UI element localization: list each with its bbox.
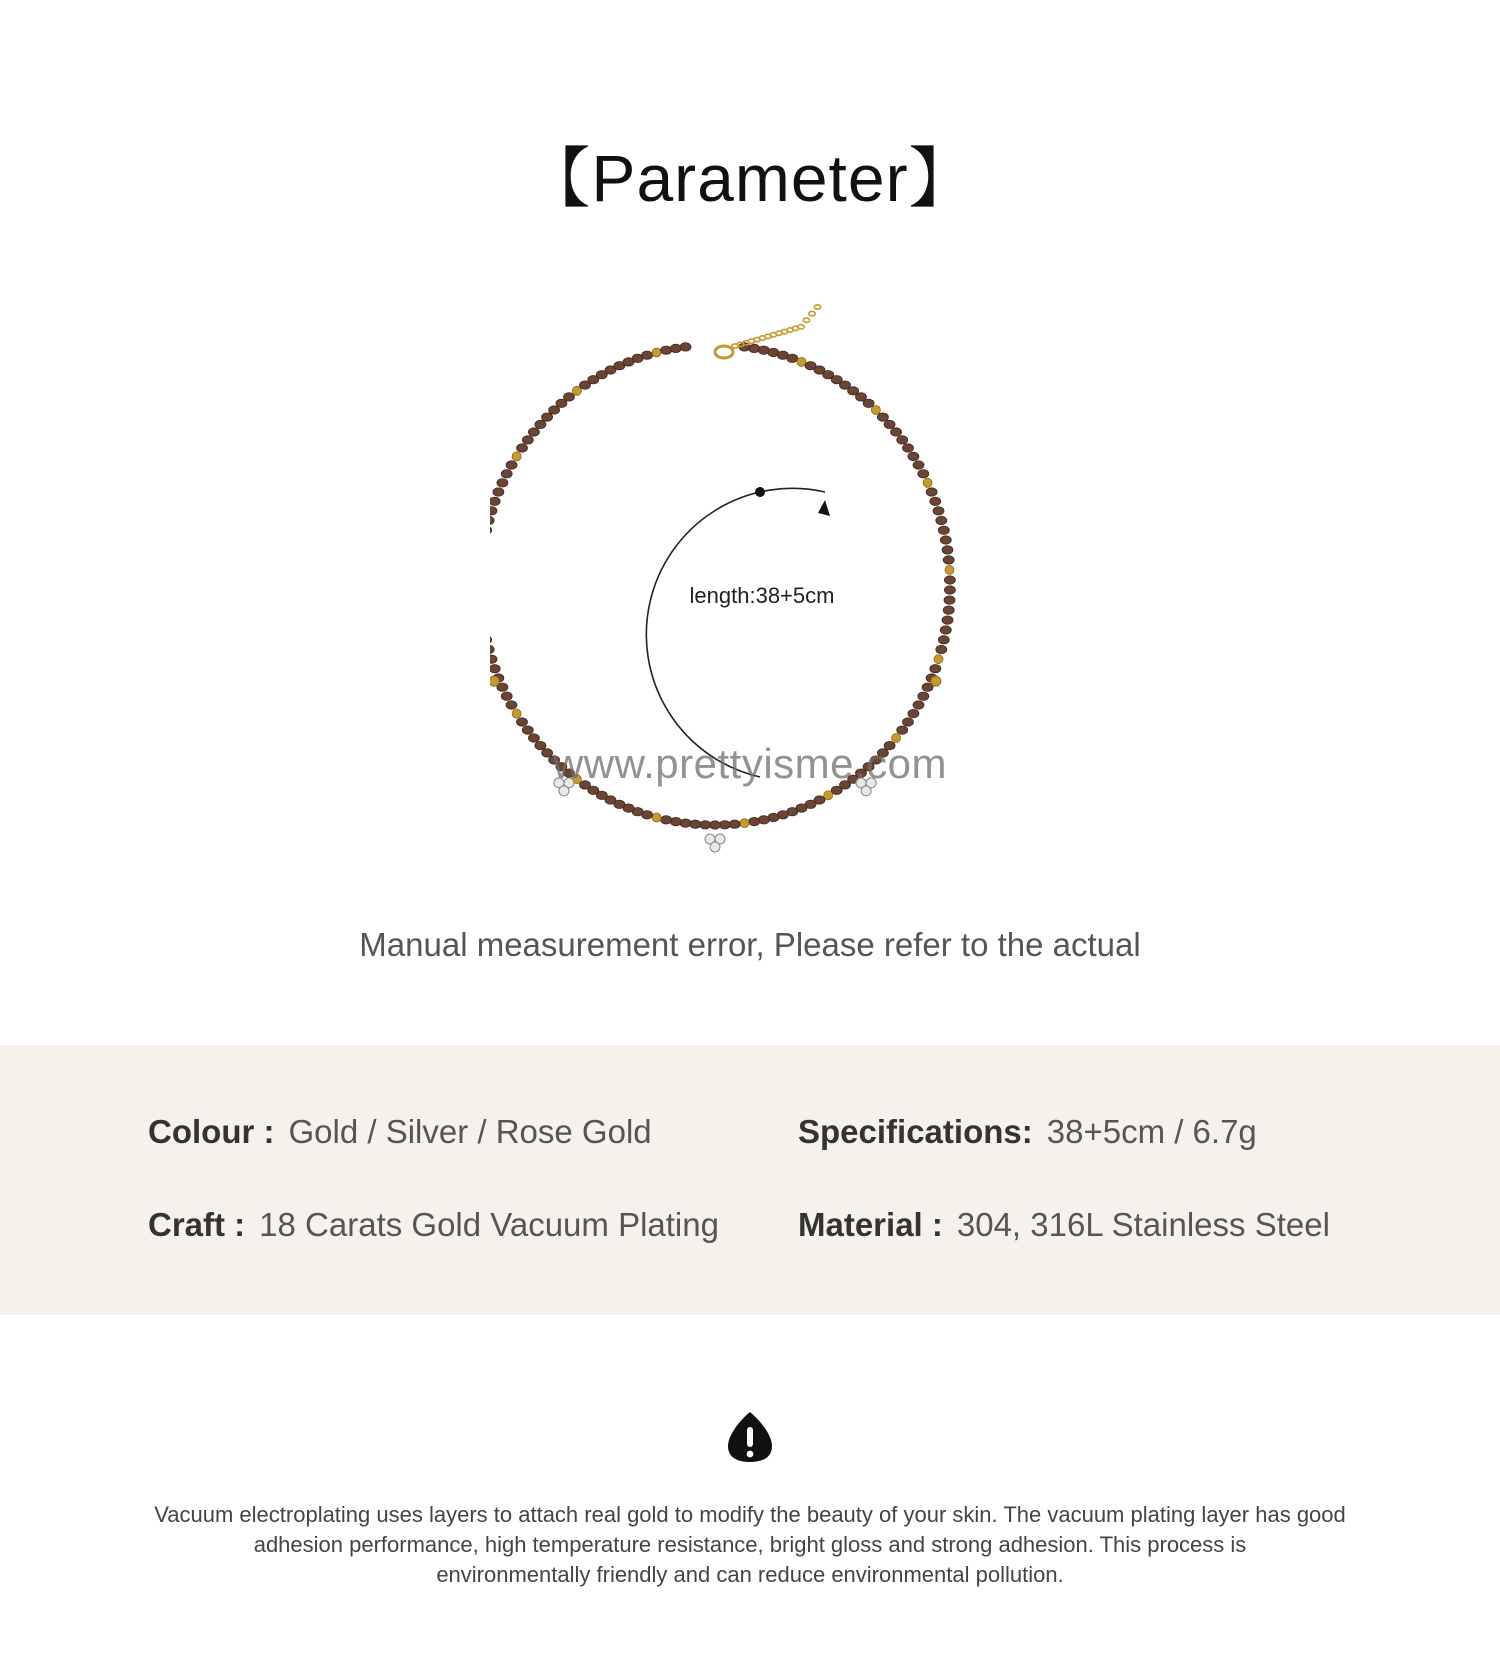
crystal-bead xyxy=(549,406,560,414)
colour-key: Colour : xyxy=(148,1113,275,1150)
material-key: Material : xyxy=(798,1206,943,1243)
watermark: www.prettyisme.com xyxy=(552,740,948,787)
crystal-bead xyxy=(918,692,929,700)
crystal-bead xyxy=(493,488,504,496)
crystal-bead xyxy=(490,655,497,663)
gold-drop-charm xyxy=(931,676,941,686)
crystal-bead xyxy=(564,393,575,401)
crystal-bead xyxy=(670,817,681,825)
crystal-bead xyxy=(522,436,533,444)
crystal-bead xyxy=(897,436,908,444)
gold-bead xyxy=(512,709,521,718)
crystal-bead xyxy=(749,344,760,352)
specifications-value: 38+5cm / 6.7g xyxy=(1046,1113,1257,1150)
crystal-bead xyxy=(490,497,500,505)
crystal-bead xyxy=(517,718,528,726)
crystal-bead xyxy=(877,413,888,421)
crystal-bead xyxy=(944,596,955,604)
crystal-bead xyxy=(903,444,914,452)
gold-bead xyxy=(740,819,749,828)
crystal-bead xyxy=(930,497,941,505)
description-line: Vacuum electroplating uses layers to attach real gold to modify the beauty of your skin. The vacuum plating layer has good xyxy=(154,1502,1346,1527)
lobster-clasp xyxy=(715,346,733,358)
description-line: environmentally friendly and can reduce environmental pollution. xyxy=(436,1562,1064,1587)
crystal-bead xyxy=(501,692,512,700)
exclamation-icon xyxy=(726,1410,774,1464)
crystal-bead xyxy=(535,420,546,428)
specifications-key: Specifications: xyxy=(798,1113,1033,1150)
chain-link xyxy=(814,305,820,309)
crystal-bead xyxy=(908,709,919,717)
crystal-bead xyxy=(729,820,740,828)
crystal-bead xyxy=(863,399,874,407)
crystal-bead xyxy=(710,821,721,829)
crystal-bead xyxy=(942,616,953,624)
page-title: 【Parameter】 xyxy=(524,141,976,215)
crystal-bead xyxy=(670,344,681,352)
crystal-bead xyxy=(497,479,508,487)
crystal-bead xyxy=(944,586,955,594)
gold-bead xyxy=(652,348,661,357)
crystal-bead xyxy=(940,536,951,544)
crystal-bead xyxy=(942,546,953,554)
chain-link xyxy=(809,311,815,315)
crystal-bead xyxy=(506,461,517,469)
crystal-bead xyxy=(787,354,798,362)
crystal-bead xyxy=(903,718,914,726)
crystal-bead xyxy=(661,816,672,824)
crystal-bead xyxy=(542,413,553,421)
colour-spec xyxy=(148,1113,652,1151)
crystal-bead xyxy=(490,516,494,524)
crystal-bead xyxy=(490,526,492,534)
crystal-bead xyxy=(933,507,944,515)
length-label: length:38+5cm xyxy=(689,583,835,608)
crystal-bead xyxy=(918,470,929,478)
crystal-bead xyxy=(940,626,951,634)
crystal-bead xyxy=(528,428,539,436)
gold-bead xyxy=(945,565,954,574)
crystal-bead xyxy=(700,821,711,829)
craft-description xyxy=(100,1500,1400,1590)
crystal-bead xyxy=(501,470,512,478)
crystal-bead xyxy=(522,726,533,734)
crystal-bead xyxy=(926,488,937,496)
crystal-bead xyxy=(897,726,908,734)
crystal-bead xyxy=(913,701,924,709)
crystal-bead xyxy=(517,444,528,452)
crystal-bead xyxy=(690,820,701,828)
crystal-bead xyxy=(944,576,955,584)
gold-bead xyxy=(934,655,943,664)
crystal-bead xyxy=(943,556,954,564)
crystal-bead xyxy=(936,516,947,524)
crystal-bead xyxy=(490,636,492,644)
crystal-bead xyxy=(490,507,497,515)
material-spec xyxy=(798,1206,1330,1244)
gold-drop-charm xyxy=(490,676,499,686)
measurement-note: Manual measurement error, Please refer to the actual xyxy=(359,926,1141,963)
gold-bead xyxy=(652,813,661,822)
crystal-bead xyxy=(913,461,924,469)
craft-spec xyxy=(148,1206,719,1244)
crystal-bead xyxy=(749,817,760,825)
gold-bead xyxy=(923,478,932,487)
crystal-bead xyxy=(490,665,500,673)
gold-bead xyxy=(572,386,581,395)
gold-bead xyxy=(512,452,521,461)
crystal-bead xyxy=(680,819,691,827)
gold-bead xyxy=(797,357,806,366)
crystal-bead xyxy=(938,636,949,644)
crystal-bead xyxy=(930,665,941,673)
crystal-bead xyxy=(891,428,902,436)
specifications-panel xyxy=(0,1045,1500,1315)
crystal-bead xyxy=(908,452,919,460)
crystal-bead xyxy=(938,526,949,534)
colour-value: Gold / Silver / Rose Gold xyxy=(288,1113,652,1150)
length-indicator xyxy=(646,487,830,777)
crystal-bead xyxy=(506,701,517,709)
description-line: adhesion performance, high temperature resistance, bright gloss and strong adhesion. This process is xyxy=(253,1532,1247,1557)
crystal-bead xyxy=(936,645,947,653)
crystal-bead xyxy=(943,606,954,614)
crystal-bead xyxy=(642,351,653,359)
crystal-bead xyxy=(884,420,895,428)
craft-value: 18 Carats Gold Vacuum Plating xyxy=(259,1206,719,1243)
crystal-bead xyxy=(758,816,769,824)
gold-bead xyxy=(871,406,880,415)
specifications-spec xyxy=(798,1113,1257,1151)
crystal-bead xyxy=(490,645,494,653)
material-value: 304, 316L Stainless Steel xyxy=(956,1206,1330,1243)
crystal-charm xyxy=(710,842,720,852)
craft-key: Craft : xyxy=(148,1206,246,1243)
crystal-bead xyxy=(680,343,691,351)
chain-link xyxy=(803,318,809,322)
crystal-bead xyxy=(719,821,730,829)
crystal-bead xyxy=(661,346,672,354)
